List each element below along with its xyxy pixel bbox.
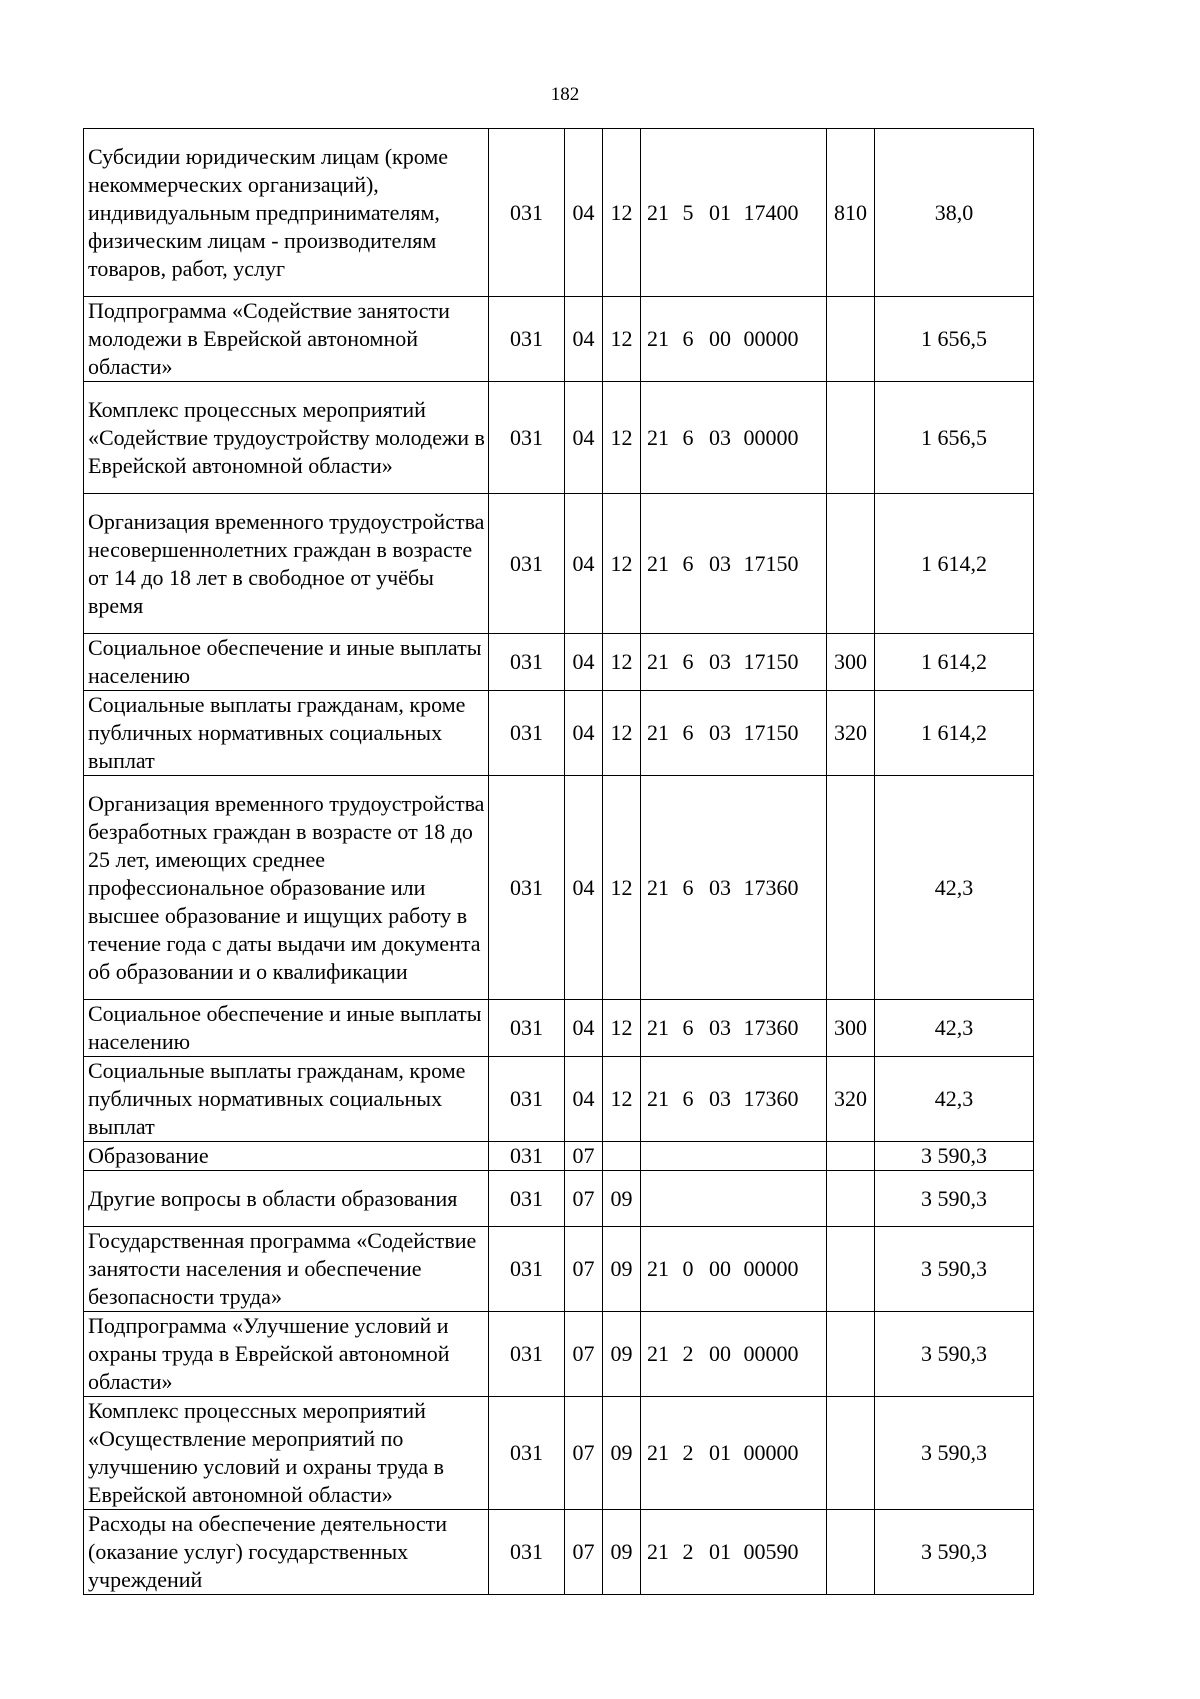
csr-part-3: 03 (709, 550, 731, 576)
row-csr-code (641, 1171, 827, 1227)
row-rz-code: 04 (565, 129, 603, 297)
row-csr-code (641, 1510, 827, 1595)
row-csr-code (641, 382, 827, 494)
table-row (84, 1397, 1034, 1510)
table-row (84, 494, 1034, 634)
row-rz-code: 07 (565, 1227, 603, 1312)
row-name: Социальное обеспечение и иные выплаты населению (84, 1000, 489, 1057)
csr-part-4: 00000 (743, 1341, 799, 1366)
row-rz-code: 07 (565, 1510, 603, 1595)
row-amount: 3 590,3 (875, 1510, 1034, 1595)
csr-part-1: 21 (647, 1341, 669, 1366)
table-row (84, 1510, 1034, 1595)
row-pr-code: 12 (603, 494, 641, 634)
csr-part-4: 00590 (743, 1539, 799, 1564)
csr-part-1: 21 (647, 326, 669, 351)
csr-part-2: 6 (682, 424, 694, 450)
csr-part-4: 17150 (743, 720, 799, 745)
row-pr-code: 12 (603, 382, 641, 494)
csr-part-2: 6 (682, 326, 694, 351)
row-vr-code: 300 (827, 1000, 875, 1057)
row-amount: 42,3 (875, 1000, 1034, 1057)
row-csr-code (641, 1397, 827, 1510)
row-amount: 3 590,3 (875, 1397, 1034, 1510)
csr-part-2: 6 (682, 720, 694, 745)
csr-part-1: 21 (647, 1015, 669, 1040)
csr-part-4: 17400 (743, 199, 799, 225)
csr-part-3: 03 (709, 649, 731, 674)
csr-part-4: 00000 (743, 1256, 799, 1281)
row-amount: 3 590,3 (875, 1142, 1034, 1171)
row-pr-code: 12 (603, 634, 641, 691)
row-vr-code (827, 382, 875, 494)
csr-part-2: 6 (682, 550, 694, 576)
csr-part-1: 21 (647, 550, 669, 576)
csr-part-3: 03 (709, 424, 731, 450)
csr-part-1: 21 (647, 424, 669, 450)
row-rz-code: 04 (565, 1000, 603, 1057)
csr-part-2: 6 (682, 874, 694, 900)
row-csr-code (641, 494, 827, 634)
row-csr-code (641, 297, 827, 382)
row-rz-code: 04 (565, 297, 603, 382)
row-gr-code: 031 (489, 382, 565, 494)
page-number: 182 (550, 84, 580, 105)
csr-part-4: 00000 (743, 424, 799, 450)
row-pr-code (603, 1142, 641, 1171)
csr-part-3: 03 (709, 874, 731, 900)
csr-part-1: 21 (647, 1440, 669, 1465)
row-amount: 42,3 (875, 1057, 1034, 1142)
row-rz-code: 04 (565, 776, 603, 1000)
row-name: Организация временного трудоустройства несовершеннолетних граждан в возрасте от 14 до 18 лет в свободное от учёбы время (84, 494, 489, 634)
row-gr-code: 031 (489, 129, 565, 297)
row-name: Организация временного трудоустройства безработных граждан в возрасте от 18 до 25 лет, имеющих среднее профессиональное образование или высшее образование и ищущих работу в течение года с даты выдачи им документа об образовании и о квалификации (84, 776, 489, 1000)
row-amount: 3 590,3 (875, 1171, 1034, 1227)
row-vr-code: 810 (827, 129, 875, 297)
row-gr-code: 031 (489, 1057, 565, 1142)
csr-part-3: 00 (709, 1256, 731, 1281)
table-row (84, 382, 1034, 494)
table-row (84, 1000, 1034, 1057)
row-name: Расходы на обеспечение деятельности (оказание услуг) государственных учреждений (84, 1510, 489, 1595)
table-row (84, 776, 1034, 1000)
row-csr-code (641, 1000, 827, 1057)
row-vr-code (827, 1510, 875, 1595)
table-row (84, 129, 1034, 297)
table-body (84, 129, 1034, 1595)
row-gr-code: 031 (489, 1000, 565, 1057)
csr-part-4: 17360 (743, 1086, 799, 1111)
row-amount: 1 656,5 (875, 382, 1034, 494)
row-name: Социальное обеспечение и иные выплаты населению (84, 634, 489, 691)
row-csr-code (641, 1227, 827, 1312)
row-pr-code: 09 (603, 1510, 641, 1595)
csr-part-3: 00 (709, 326, 731, 351)
csr-part-2: 0 (682, 1256, 694, 1281)
row-vr-code: 320 (827, 1057, 875, 1142)
csr-part-2: 6 (682, 1086, 694, 1111)
row-pr-code: 12 (603, 776, 641, 1000)
csr-part-3: 00 (709, 1341, 731, 1366)
row-csr-code (641, 1057, 827, 1142)
row-vr-code (827, 1171, 875, 1227)
row-gr-code: 031 (489, 1510, 565, 1595)
row-csr-code (641, 1142, 827, 1171)
csr-part-1: 21 (647, 874, 669, 900)
row-amount: 1 656,5 (875, 297, 1034, 382)
csr-part-4: 17150 (743, 649, 799, 674)
row-pr-code: 12 (603, 297, 641, 382)
csr-part-4: 17360 (743, 874, 799, 900)
row-pr-code: 12 (603, 1000, 641, 1057)
row-rz-code: 04 (565, 494, 603, 634)
row-name: Социальные выплаты гражданам, кроме публичных нормативных социальных выплат (84, 691, 489, 776)
row-vr-code (827, 1312, 875, 1397)
row-vr-code (827, 776, 875, 1000)
row-vr-code (827, 1397, 875, 1510)
row-gr-code: 031 (489, 1171, 565, 1227)
table-row (84, 1057, 1034, 1142)
csr-part-3: 03 (709, 720, 731, 745)
csr-part-2: 2 (682, 1440, 694, 1465)
table-row (84, 297, 1034, 382)
row-vr-code (827, 494, 875, 634)
row-amount: 1 614,2 (875, 634, 1034, 691)
row-pr-code: 09 (603, 1312, 641, 1397)
csr-part-2: 6 (682, 1015, 694, 1040)
table-row (84, 1312, 1034, 1397)
row-csr-code (641, 634, 827, 691)
row-gr-code: 031 (489, 297, 565, 382)
csr-part-2: 6 (682, 649, 694, 674)
row-vr-code (827, 297, 875, 382)
csr-part-4: 00000 (743, 1440, 799, 1465)
row-gr-code: 031 (489, 1397, 565, 1510)
row-amount: 42,3 (875, 776, 1034, 1000)
row-name: Комплекс процессных мероприятий «Осуществление мероприятий по улучшению условий и охраны труда в Еврейской автономной области» (84, 1397, 489, 1510)
row-pr-code: 09 (603, 1227, 641, 1312)
row-pr-code: 12 (603, 691, 641, 776)
row-vr-code: 320 (827, 691, 875, 776)
row-name: Социальные выплаты гражданам, кроме публичных нормативных социальных выплат (84, 1057, 489, 1142)
table-row (84, 1171, 1034, 1227)
budget-table (83, 128, 1034, 1595)
table-row (84, 1227, 1034, 1312)
row-gr-code: 031 (489, 1227, 565, 1312)
row-csr-code (641, 776, 827, 1000)
csr-part-1: 21 (647, 649, 669, 674)
row-gr-code: 031 (489, 494, 565, 634)
row-pr-code: 09 (603, 1397, 641, 1510)
row-name: Образование (84, 1142, 489, 1171)
row-rz-code: 04 (565, 382, 603, 494)
csr-part-4: 00000 (743, 326, 799, 351)
row-gr-code: 031 (489, 776, 565, 1000)
row-rz-code: 07 (565, 1142, 603, 1171)
row-gr-code: 031 (489, 1142, 565, 1171)
row-rz-code: 07 (565, 1312, 603, 1397)
row-pr-code: 12 (603, 1057, 641, 1142)
row-gr-code: 031 (489, 634, 565, 691)
row-vr-code (827, 1227, 875, 1312)
row-csr-code (641, 691, 827, 776)
csr-part-3: 03 (709, 1086, 731, 1111)
csr-part-1: 21 (647, 199, 669, 225)
row-rz-code: 07 (565, 1171, 603, 1227)
row-name: Подпрограмма «Улучшение условий и охраны труда в Еврейской автономной области» (84, 1312, 489, 1397)
row-amount: 38,0 (875, 129, 1034, 297)
row-amount: 1 614,2 (875, 691, 1034, 776)
csr-part-1: 21 (647, 1256, 669, 1281)
row-rz-code: 04 (565, 634, 603, 691)
row-name: Другие вопросы в области образования (84, 1171, 489, 1227)
row-pr-code: 09 (603, 1171, 641, 1227)
csr-part-2: 2 (682, 1341, 694, 1366)
csr-part-1: 21 (647, 1086, 669, 1111)
table-row (84, 634, 1034, 691)
row-csr-code (641, 1312, 827, 1397)
row-name: Комплекс процессных мероприятий «Содействие трудоустройству молодежи в Еврейской автономной области» (84, 382, 489, 494)
row-amount: 1 614,2 (875, 494, 1034, 634)
csr-part-2: 2 (682, 1539, 694, 1564)
row-name: Субсидии юридическим лицам (кроме некоммерческих организаций), индивидуальным предпринимателям, физическим лицам - производителям товаров, работ, услуг (84, 129, 489, 297)
row-gr-code: 031 (489, 1312, 565, 1397)
csr-part-1: 21 (647, 1539, 669, 1564)
row-name: Подпрограмма «Содействие занятости молодежи в Еврейской автономной области» (84, 297, 489, 382)
csr-part-3: 01 (709, 1539, 731, 1564)
csr-part-4: 17360 (743, 1015, 799, 1040)
csr-part-3: 01 (709, 1440, 731, 1465)
row-gr-code: 031 (489, 691, 565, 776)
row-vr-code (827, 1142, 875, 1171)
csr-part-3: 03 (709, 1015, 731, 1040)
table-row (84, 691, 1034, 776)
row-csr-code (641, 129, 827, 297)
row-name: Государственная программа «Содействие занятости населения и обеспечение безопасности труда» (84, 1227, 489, 1312)
row-amount: 3 590,3 (875, 1227, 1034, 1312)
csr-part-3: 01 (709, 199, 731, 225)
row-rz-code: 04 (565, 691, 603, 776)
row-amount: 3 590,3 (875, 1312, 1034, 1397)
row-rz-code: 04 (565, 1057, 603, 1142)
row-pr-code: 12 (603, 129, 641, 297)
csr-part-2: 5 (682, 199, 694, 225)
row-rz-code: 07 (565, 1397, 603, 1510)
csr-part-1: 21 (647, 720, 669, 745)
csr-part-4: 17150 (743, 550, 799, 576)
table-row (84, 1142, 1034, 1171)
row-vr-code: 300 (827, 634, 875, 691)
